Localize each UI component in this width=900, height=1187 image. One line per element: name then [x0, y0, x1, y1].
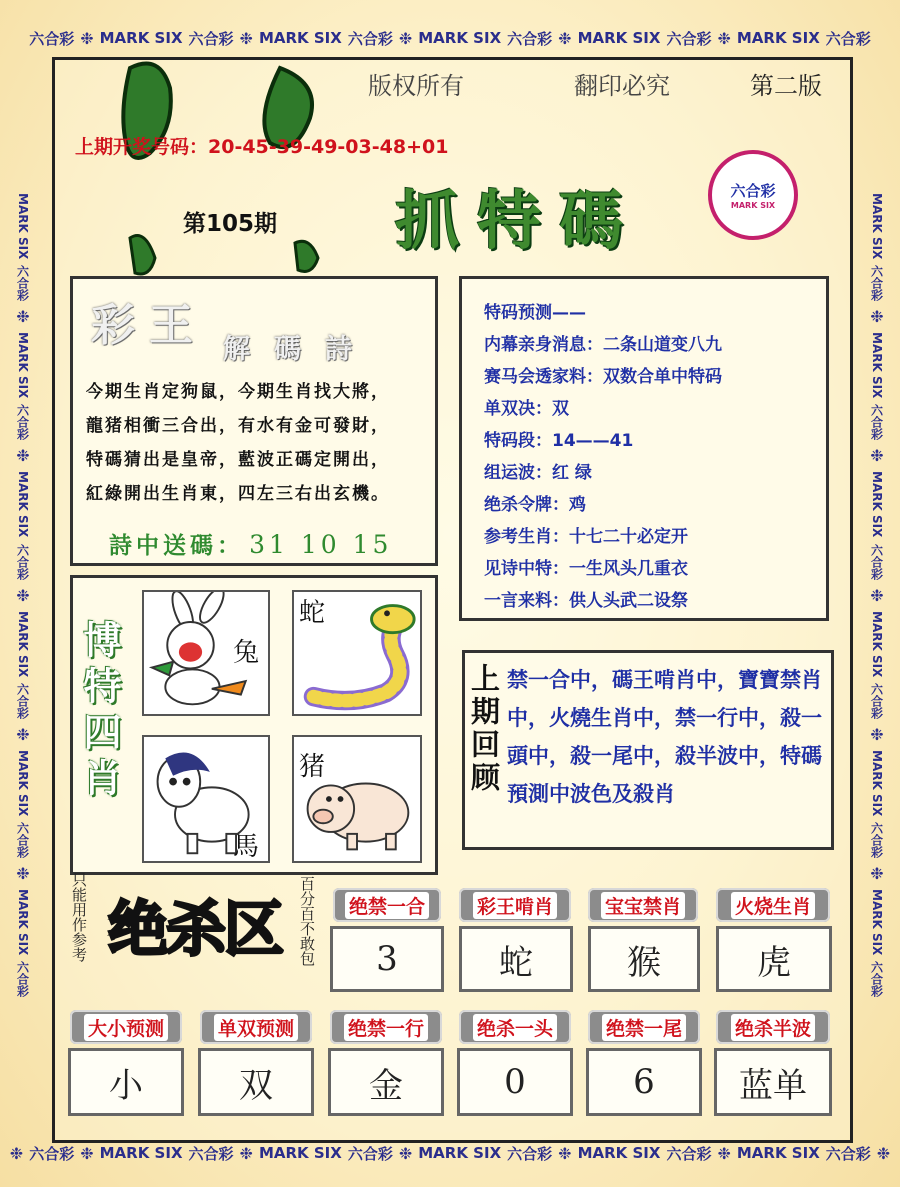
- border-label: 六合彩: [29, 1144, 75, 1163]
- border-label: MARK SIX: [577, 1144, 661, 1162]
- flower-icon: ❉: [870, 864, 884, 884]
- kill-value: 6: [586, 1048, 702, 1116]
- prediction-row: [484, 329, 826, 361]
- kill-header: 单双预测: [200, 1010, 312, 1044]
- border-label: MARK SIX: [870, 749, 884, 817]
- border-label: 六合彩: [188, 1144, 234, 1163]
- gift-numbers-row: [109, 527, 392, 560]
- kill-value: 0: [457, 1048, 573, 1116]
- border-label: 六合彩: [15, 404, 30, 441]
- kill-header: 火烧生肖: [716, 888, 830, 922]
- kill-value: 双: [198, 1048, 314, 1116]
- border-label: 六合彩: [869, 822, 884, 859]
- prediction-value: 14——41: [552, 431, 634, 451]
- page-title: 抓特碼: [395, 184, 641, 259]
- predictions-heading: 特码预测——: [484, 303, 586, 323]
- border-label: 六合彩: [15, 682, 30, 719]
- zodiac-name-pig: 猪: [299, 752, 326, 782]
- prediction-key: 特码段：: [484, 431, 552, 451]
- prediction-value: 一生风头几重衣: [569, 559, 688, 579]
- kill-zone-title: 绝杀区: [108, 895, 282, 965]
- flower-icon: ❉: [558, 28, 572, 48]
- prediction-value: 双: [552, 399, 569, 419]
- prediction-row: [484, 585, 826, 617]
- left-border-band: [8, 30, 38, 1160]
- kill-header: 绝禁一合: [333, 888, 441, 922]
- border-label: MARK SIX: [736, 29, 820, 47]
- flower-icon: ❉: [558, 1143, 572, 1163]
- flower-icon: ❉: [80, 28, 94, 48]
- flower-icon: ❉: [239, 1143, 253, 1163]
- gift-numbers: 31 10 15: [249, 530, 393, 559]
- prediction-row: [484, 425, 826, 457]
- border-label: MARK SIX: [870, 331, 884, 399]
- poem-line: 特碼猜出是皇帝，藍波正碼定開出，: [86, 450, 390, 470]
- prediction-row: [484, 553, 826, 585]
- border-label: 六合彩: [15, 822, 30, 859]
- prediction-value: 红 绿: [552, 463, 592, 483]
- prediction-key: 见诗中特：: [484, 559, 569, 579]
- prediction-row: [484, 521, 826, 553]
- border-label: MARK SIX: [577, 29, 661, 47]
- predictions-box: [459, 276, 829, 621]
- border-label: MARK SIX: [870, 610, 884, 677]
- flower-icon: ❉: [16, 864, 30, 884]
- poem-title: 彩王: [91, 300, 207, 351]
- zodiac-name-snake: 蛇: [299, 598, 326, 628]
- poem-line: 紅綠開出生肖東，四左三右出玄機。: [86, 484, 390, 504]
- border-label: MARK SIX: [418, 1144, 502, 1162]
- border-label: MARK SIX: [736, 1144, 820, 1162]
- border-label: MARK SIX: [16, 749, 30, 817]
- kill-value: 小: [68, 1048, 184, 1116]
- border-label: MARK SIX: [99, 29, 183, 47]
- gift-label: 詩中送碼：: [109, 532, 244, 559]
- right-border-band: [862, 30, 892, 1160]
- flower-icon: ❉: [717, 1143, 731, 1163]
- border-label: 六合彩: [869, 682, 884, 719]
- flower-icon: ❉: [9, 1143, 24, 1163]
- flower-icon: ❉: [876, 1143, 891, 1163]
- border-label: MARK SIX: [870, 471, 884, 538]
- poem-subtitle: 解碼詩: [223, 334, 376, 365]
- border-label: MARK SIX: [16, 610, 30, 677]
- kill-header: 绝禁一行: [330, 1010, 442, 1044]
- border-label: MARK SIX: [870, 889, 884, 956]
- border-label: MARK SIX: [870, 192, 884, 259]
- prediction-key: 绝杀令牌：: [484, 495, 569, 515]
- kill-header: 宝宝禁肖: [588, 888, 698, 922]
- border-label: 六合彩: [825, 1144, 871, 1163]
- kill-value: 蛇: [459, 926, 573, 992]
- kill-header: 彩王啃肖: [459, 888, 571, 922]
- mark-six-logo: [708, 150, 798, 240]
- poem-lines: [86, 375, 390, 511]
- border-label: 六合彩: [825, 29, 871, 48]
- reference-note: 只能用作参考: [70, 872, 88, 962]
- border-label: MARK SIX: [258, 29, 342, 47]
- decorative-artwork: [90, 58, 350, 278]
- four-zodiac-box: [70, 575, 438, 875]
- prediction-row: [484, 361, 826, 393]
- poem-line: 今期生肖定狗鼠，今期生肖找大將，: [86, 382, 390, 402]
- flower-icon: ❉: [239, 28, 253, 48]
- kill-header: 大小预测: [70, 1010, 182, 1044]
- kill-header: 绝杀半波: [716, 1010, 830, 1044]
- prediction-value: 二条山道变八九: [603, 335, 722, 355]
- border-label: MARK SIX: [16, 192, 30, 259]
- poem-line: 龍猪相衝三合出，有水有金可發財，: [86, 416, 390, 436]
- flower-icon: ❉: [870, 724, 884, 744]
- last-draw-numbers: 上期开奖号码：20-45-39-49-03-48+01: [75, 136, 449, 158]
- kill-value: 猴: [588, 926, 700, 992]
- recap-text: 禁一合中，碼王啃肖中，寶寶禁肖中，火燒生肖中，禁一行中，殺一頭中，殺一尾中，殺半波中，特碼預測中波色及殺肖: [507, 668, 822, 806]
- prediction-key: 参考生肖：: [484, 527, 569, 547]
- top-border-band: [0, 22, 900, 54]
- border-label: 六合彩: [507, 1144, 553, 1163]
- issue-number: 第105期: [183, 211, 278, 237]
- prediction-key: 组运波：: [484, 463, 552, 483]
- border-label: 六合彩: [869, 543, 884, 580]
- border-label: 六合彩: [188, 29, 234, 48]
- border-label: 六合彩: [869, 404, 884, 441]
- kill-value: 金: [328, 1048, 444, 1116]
- recap-box: [462, 650, 834, 850]
- border-label: MARK SIX: [418, 29, 502, 47]
- border-label: 六合彩: [666, 1144, 712, 1163]
- zodiac-name-rabbit: 兔: [233, 638, 260, 668]
- flower-icon: ❉: [16, 724, 30, 744]
- prediction-key: 单双决：: [484, 399, 552, 419]
- prediction-key: 一言来料：: [484, 591, 569, 611]
- prediction-value: 双数合单中特码: [603, 367, 722, 387]
- border-label: 六合彩: [869, 961, 884, 998]
- border-label: MARK SIX: [258, 1144, 342, 1162]
- edition-text: 第二版: [750, 72, 822, 100]
- flower-icon: ❉: [16, 446, 30, 466]
- poem-box: [70, 276, 438, 566]
- border-label: MARK SIX: [99, 1144, 183, 1162]
- border-label: 六合彩: [347, 1144, 393, 1163]
- prediction-key: 内幕亲身消息：: [484, 335, 603, 355]
- border-label: MARK SIX: [16, 471, 30, 538]
- prediction-key: 赛马会透家料：: [484, 367, 603, 387]
- kill-value: 虎: [716, 926, 832, 992]
- prediction-row: [484, 393, 826, 425]
- border-label: 六合彩: [15, 961, 30, 998]
- no-reprint-text: 翻印必究: [574, 72, 670, 100]
- prediction-row: [484, 457, 826, 489]
- flower-icon: ❉: [717, 28, 731, 48]
- copyright-text: 版权所有: [368, 72, 464, 100]
- border-label: 六合彩: [347, 29, 393, 48]
- border-label: 六合彩: [29, 29, 75, 48]
- logo-subtext: MARK SIX: [730, 201, 776, 210]
- kill-header: 绝禁一尾: [588, 1010, 700, 1044]
- kill-value: 3: [330, 926, 444, 992]
- border-label: MARK SIX: [16, 889, 30, 956]
- border-label: 六合彩: [666, 29, 712, 48]
- prediction-row: [484, 489, 826, 521]
- flower-icon: ❉: [398, 1143, 413, 1163]
- kill-header: 绝杀一头: [459, 1010, 571, 1044]
- prediction-value: 鸡: [569, 495, 586, 515]
- border-label: 六合彩: [507, 29, 553, 48]
- border-label: 六合彩: [15, 543, 30, 580]
- recap-label: 上期回顾: [467, 663, 501, 795]
- kill-value: 蓝单: [714, 1048, 832, 1116]
- flower-icon: ❉: [870, 585, 884, 605]
- flower-icon: ❉: [80, 1143, 94, 1163]
- logo-text: 六合彩: [730, 182, 776, 200]
- prediction-value: 供人头武二设祭: [569, 591, 688, 611]
- prediction-value: 十七二十必定开: [569, 527, 688, 547]
- border-label: 六合彩: [15, 264, 30, 301]
- four-zodiac-label: 博特四肖: [77, 620, 122, 804]
- zodiac-name-horse: 馬: [233, 832, 260, 862]
- flower-icon: ❉: [16, 306, 30, 326]
- guarantee-note: 百分百不敢包: [298, 876, 316, 966]
- border-label: MARK SIX: [16, 331, 30, 399]
- flower-icon: ❉: [870, 306, 884, 326]
- flower-icon: ❉: [870, 446, 884, 466]
- flower-icon: ❉: [16, 585, 30, 605]
- flower-icon: ❉: [398, 28, 413, 48]
- border-label: 六合彩: [869, 264, 884, 301]
